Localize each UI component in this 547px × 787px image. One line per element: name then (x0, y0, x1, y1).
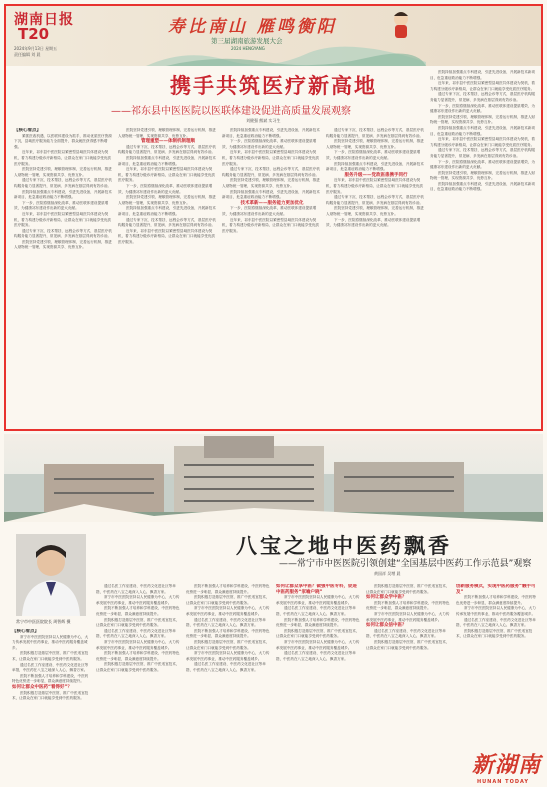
article2-paragraph: 通过名医工作室建设、中医药文化进社区等举措，中医药在八宝之地深入人心，飘香万家。 (96, 584, 176, 594)
article2-paragraph: 通过名医工作室建设、中医药文化进社区等举措，中医药在八宝之地深入人心，飘香万家。 (276, 651, 356, 661)
article2-paragraph: 常宁市中医医院坚持以人民健康为中心，大力传承发展中医药事业，推动中医药服务覆盖城乡。 (96, 595, 180, 605)
article1-lead: 紧抓医改机遇，以医联体建设为抓手，推动优质医疗资源下沉，县域医疗服务能力全面提升，群众就医获得感不断增强。 (14, 133, 112, 149)
banner-small-text: 2024 HENGYANG (231, 46, 265, 51)
article2-paragraph: 医院积极打造基层中医馆，推广中医适宜技术，让群众在家门口就能享受到中医药服务。 (96, 617, 180, 628)
mountain-decoration-icon (146, 44, 426, 66)
article2-paragraph: 常宁市中医医院坚持以人民健康为中心，大力传承发展中医药事业，推动中医药服务覆盖城乡。 (276, 595, 360, 605)
article1-paragraph: 下一步，医院将继续深化改革，推动医联体建设提质增效，为健康祁东建设作出新的更大贡献。 (326, 217, 421, 228)
article2-column-3 (186, 584, 270, 779)
article1-column-2 (118, 128, 218, 426)
article2-paragraph: 通过名医工作室建设、中医药文化进社区等举措，中医药在八宝之地深入人心，飘香万家。 (12, 662, 89, 673)
page-number: T20 (18, 25, 50, 43)
article1-paragraph: 下一步，医院将继续深化改革，推动医联体建设提质增效，为健康祁东建设作出新的更大贡献。 (222, 206, 317, 216)
article2-column-2 (96, 584, 180, 779)
article2-paragraph: 医院不断加强人才培养和学科建设，中医药特色优势进一步彰显，群众满意度持续提升。 (276, 617, 360, 628)
article2-paragraph: 通过名医工作室建设、中医药文化进社区等举措，中医药在八宝之地深入人心，飘香万家。 (456, 617, 536, 628)
article2-paragraph: 通过名医工作室建设、中医药文化进社区等举措，中医药在八宝之地深入人心，飘香万家。 (276, 606, 356, 616)
article2-paragraph: 医院积极打造基层中医馆，推广中医适宜技术，让群众在家门口就能享受到中医药服务。 (366, 584, 450, 594)
article2-paragraph: 通过名医工作室建设、中医药文化进社区等举措，中医药在八宝之地深入人心，飘香万家。 (186, 617, 266, 628)
article2-question-heading: 如何让群众中医药“看得好”？ (12, 684, 72, 690)
article1-paragraph: 通过专家下沉、技术帮扶、远程会诊等方式，基层医疗机构服务能力显著提升，常见病、多发病在基层得到有效诊治。 (326, 128, 424, 138)
article1-paragraph: 医院坚持党建引领，理顺管理体制，完善运行机制，推进人财物统一管理，实现资源共享、优势互补。 (326, 206, 424, 216)
article2-paragraph: 医院不断加强人才培养和学科建设，中医药特色优势进一步彰显，群众满意度持续提升。 (186, 628, 270, 639)
banner-title: 寿比南山 雁鸣衡阳 (168, 17, 337, 37)
top-article-frame (4, 4, 543, 431)
article1-paragraph: 通过专家下沉、技术帮扶、远程会诊等方式，基层医疗机构服务能力显著提升，常见病、多发病在基层得到有效诊治。 (222, 167, 320, 177)
article1-paragraph: 医院坚持党建引领，理顺管理体制，完善运行机制，推进人财物统一管理，实现资源共享、优势互补。 (118, 195, 216, 205)
article2-question-heading: 如何让群众信中医？ (366, 623, 407, 629)
photo-caption: 常宁市中医医院院长 周智辉 摄 (16, 619, 71, 624)
article1-column-5 (430, 70, 536, 426)
article1-paragraph: 医院坚持党建引领，理顺管理体制，完善运行机制，推进人财物统一管理，实现资源共享、优势互补。 (430, 114, 536, 125)
article1-paragraph: 下一步，医院将继续深化改革，推动医联体建设提质增效，为健康祁东建设作出新的更大贡献。 (118, 183, 213, 194)
article1-paragraph: 通过专家下沉、技术帮扶、远程会诊等方式，基层医疗机构服务能力显著提升，常见病、多发病在基层得到有效诊治。 (430, 148, 536, 158)
article1-paragraph: 近年来，祁东县中医医院以紧密型县域医共体建设为契机，着力构建分级诊疗新格局，让群众在家门口就能享受优质医疗服务。 (14, 150, 112, 166)
article1-paragraph: 医院坚持党建引领，理顺管理体制，完善运行机制，推进人财物统一管理，实现资源共享、优势互补。 (14, 239, 112, 250)
dateline: 2024年9月13日 星期五 (14, 46, 58, 51)
article2-paragraph: 医院不断加强人才培养和学科建设，中医药特色优势进一步彰显，群众满意度持续提升。 (366, 600, 450, 611)
article1-paragraph: 医院持续加强重点专科建设，引进先进设备，开展新技术新项目，危急重症救治能力不断增强。 (222, 189, 320, 200)
article1-paragraph: 医院持续加强重点专科建设，引进先进设备，开展新技术新项目，危急重症救治能力不断增强。 (326, 161, 424, 172)
article2-paragraph: 医院不断加强人才培养和学科建设，中医药特色优势进一步彰显，群众满意度持续提升。 (96, 651, 180, 661)
article1-paragraph: 医院持续加强重点专科建设，引进先进设备，开展新技术新项目，危急重症救治能力不断增强。 (430, 181, 536, 192)
article1-paragraph: 近年来，祁东县中医医院以紧密型县域医共体建设为契机，着力构建分级诊疗新格局，让群众在家门口就能享受优质医疗服务。 (118, 167, 216, 183)
article2-headline: 八宝之地中医药飘香 (236, 534, 452, 558)
article2-column-6 (456, 584, 538, 734)
article2-paragraph: 常宁市中医医院坚持以人民健康为中心，大力传承发展中医药事业，推动中医药服务覆盖城乡。 (456, 606, 536, 616)
article1-paragraph: 近年来，祁东县中医医院以紧密型县域医共体建设为契机，着力构建分级诊疗新格局，让群众在家门口就能享受优质医疗服务。 (430, 137, 536, 147)
article2-question-heading: 如何让群众学中医？ (366, 595, 407, 601)
article2-paragraph: 通过名医工作室建设、中医药文化进社区等举措，中医药在八宝之地深入人心，飘香万家。 (96, 628, 176, 639)
article2-subheadline: ——常宁市中医医院引领创建“全国基层中医药工作示范县”观察 (279, 559, 532, 569)
article1-paragraph: 下一步，医院将继续深化改革，推动医联体建设提质增效，为健康祁东建设作出新的更大贡献。 (326, 150, 421, 160)
newspaper-logo: 湖南日报 (14, 12, 74, 28)
article2-question-heading: 如何让群众享中医？做强中医专科，促进中医药服务“家喻户晓” (276, 584, 357, 595)
article2-lead-label: 【核心看点】 (12, 629, 39, 634)
article1-paragraph: 下一步，医院将继续深化改革，推动医联体建设提质增效，为健康祁东建设作出新的更大贡献。 (14, 200, 109, 211)
article1-paragraph: 医院持续加强重点专科建设，引进先进设备，开展新技术新项目，危急重症救治能力不断增强。 (14, 189, 112, 200)
article1-paragraph: 医院持续加强重点专科建设，引进先进设备，开展新技术新项目，危急重症救治能力不断增强。 (118, 155, 216, 166)
article1-paragraph: 医院持续加强重点专科建设，引进先进设备，开展新技术新项目，危急重症救治能力不断增强。 (222, 128, 320, 138)
article2-paragraph: 医院积极打造基层中医馆，推广中医适宜技术，让群众在家门口就能享受到中医药服务。 (186, 639, 270, 650)
article2-paragraph: 医院积极打造基层中医馆，推广中医适宜技术，让群众在家门口就能享受到中医药服务。 (456, 628, 533, 639)
article1-subheadline: ——祁东县中医医院以医联体建设促进高质量发展观察 (111, 106, 351, 117)
article1-paragraph: 医院坚持党建引领，理顺管理体制，完善运行机制，推进人财物统一管理，实现资源共享、优势互补。 (118, 128, 216, 138)
article2-paragraph: 医院积极打造基层中医馆，推广中医适宜技术，让群众在家门口就能享受到中医药服务。 (96, 662, 180, 672)
article1-lead-label: 【核心看点】 (14, 128, 41, 133)
hospital-building-photo (4, 434, 543, 522)
article2-column-1 (12, 629, 90, 779)
article2-question-heading: 创新服务模式，实现中医药服务“触手可及” (456, 584, 536, 595)
article1-paragraph: 医院坚持党建引领，理顺管理体制，完善运行机制，推进人财物统一管理，实现资源共享、优势互补。 (430, 170, 536, 181)
article1-paragraph: 通过专家下沉、技术帮扶、远程会诊等方式，基层医疗机构服务能力显著提升，常见病、多发病在基层得到有效诊治。 (14, 228, 112, 239)
article2-paragraph: 常宁市中医医院坚持以人民健康为中心，大力传承发展中医药事业，推动中医药服务覆盖城乡。 (186, 651, 270, 661)
article2-paragraph: 医院不断加强人才培养和学科建设，中医药特色优势进一步彰显，群众满意度持续提升。 (96, 606, 180, 616)
article1-headline: 携手共筑医疗新高地 (170, 74, 377, 98)
article1-paragraph: 通过专家下沉、技术帮扶、远程会诊等方式，基层医疗机构服务能力显著提升，常见病、多发病在基层得到有效诊治。 (14, 178, 112, 188)
article2-paragraph: 通过名医工作室建设、中医药文化进社区等举措，中医药在八宝之地深入人心，飘香万家。 (366, 628, 446, 639)
article1-paragraph: 近年来，祁东县中医医院以紧密型县域医共体建设为契机，着力构建分级诊疗新格局，让群众在家门口就能享受优质医疗服务。 (14, 211, 112, 228)
article1-section-heading: 管理重塑——体制机制理顺 (141, 139, 195, 145)
article1-column-1 (14, 128, 114, 426)
article1-paragraph: 下一步，医院将继续深化改革，推动医联体建设提质增效，为健康祁东建设作出新的更大贡献。 (222, 139, 317, 149)
article2-paragraph: 常宁市中医医院坚持以人民健康为中心，大力传承发展中医药事业，推动中医药服务覆盖城乡。 (186, 606, 270, 616)
article1-paragraph: 近年来，祁东县中医医院以紧密型县域医共体建设为契机，着力构建分级诊疗新格局，让群众在家门口就能享受优质医疗服务。 (222, 150, 320, 166)
article1-paragraph: 下一步，医院将继续深化改革，推动医联体建设提质增效，为健康祁东建设作出新的更大贡献。 (430, 159, 536, 170)
bottom-article (4, 434, 543, 784)
article1-paragraph: 近年来，祁东县中医医院以紧密型县域医共体建设为契机，着力构建分级诊疗新格局，让群众在家门口就能享受优质医疗服务。 (118, 228, 216, 244)
article1-byline: 刘健强 熊斌 实习生 (246, 118, 281, 123)
article1-paragraph: 通过专家下沉、技术帮扶、远程会诊等方式，基层医疗机构服务能力显著提升，常见病、多发病在基层得到有效诊治。 (118, 217, 216, 228)
article1-paragraph: 医院坚持党建引领，理顺管理体制，完善运行机制，推进人财物统一管理，实现资源共享、优势互补。 (326, 139, 424, 149)
article2-paragraph: 常宁市中医医院坚持以人民健康为中心，大力传承发展中医药事业，推动中医药服务覆盖城乡。 (276, 639, 360, 650)
article1-paragraph: 医院持续加强重点专科建设，引进先进设备，开展新技术新项目，危急重症救治能力不断增强。 (430, 125, 536, 136)
article2-byline: 黄国祥 吴增 晨 (374, 571, 401, 576)
editor-line: 责任编辑 刘 晨 (14, 52, 41, 57)
article2-column-5 (366, 584, 450, 779)
article1-paragraph: 医院持续加强重点专科建设，引进先进设备，开展新技术新项目，危急重症救治能力不断增强。 (430, 70, 536, 80)
article2-paragraph: 医院积极打造基层中医馆，推广中医适宜技术，让群众在家门口就能享受到中医药服务。 (12, 690, 89, 701)
article2-paragraph: 常宁市中医医院坚持以人民健康为中心，大力传承发展中医药事业，推动中医药服务覆盖城乡。 (96, 639, 180, 650)
brand-watermark-en: HUNAN TODAY (476, 779, 529, 785)
article2-paragraph: 医院积极打造基层中医馆，推广中医适宜技术，让群众在家门口就能享受到中医药服务。 (186, 595, 270, 605)
article2-paragraph: 医院不断加强人才培养和学科建设，中医药特色优势进一步彰显，群众满意度持续提升。 (456, 595, 536, 605)
article2-paragraph: 通过名医工作室建设、中医药文化进社区等举措，中医药在八宝之地深入人心，飘香万家。 (186, 662, 266, 672)
article1-paragraph: 近年来，祁东县中医医院以紧密型县域医共体建设为契机，着力构建分级诊疗新格局，让群众在家门口就能享受优质医疗服务。 (326, 178, 424, 194)
brand-watermark: 新湖南 (471, 752, 541, 778)
article2-column-4 (276, 584, 360, 779)
article1-paragraph: 下一步，医院将继续深化改革，推动医联体建设提质增效，为健康祁东建设作出新的更大贡献。 (430, 103, 536, 114)
article2-paragraph: 医院积极打造基层中医馆，推广中医适宜技术，让群众在家门口就能享受到中医药服务。 (12, 651, 89, 661)
article1-paragraph: 医院坚持党建引领，理顺管理体制，完善运行机制，推进人财物统一管理，实现资源共享、优势互补。 (222, 178, 320, 188)
article1-paragraph: 近年来，祁东县中医医院以紧密型县域医共体建设为契机，着力构建分级诊疗新格局，让群众在家门口就能享受优质医疗服务。 (430, 81, 536, 91)
director-portrait (16, 534, 86, 616)
article1-section-heading: 服务升级——党政医患携手同行 (344, 172, 408, 178)
article2-paragraph: 常宁市中医医院坚持以人民健康为中心，大力传承发展中医药事业，推动中医药服务覆盖城乡。 (366, 611, 450, 622)
article1-column-4 (326, 128, 426, 426)
masthead (6, 6, 541, 66)
article2-paragraph: 医院不断加强人才培养和学科建设，中医药特色优势进一步彰显，群众满意度持续提升。 (12, 673, 89, 684)
article1-paragraph: 医院坚持党建引领，理顺管理体制，完善运行机制，推进人财物统一管理，实现资源共享、优势互补。 (14, 167, 112, 177)
article1-section-heading: 技术革新——服务能力更加优化 (240, 200, 304, 206)
article1-paragraph: 通过专家下沉、技术帮扶、远程会诊等方式，基层医疗机构服务能力显著提升，常见病、多发病在基层得到有效诊治。 (326, 195, 424, 205)
article1-paragraph: 通过专家下沉、技术帮扶、远程会诊等方式，基层医疗机构服务能力显著提升，常见病、多发病在基层得到有效诊治。 (430, 92, 536, 102)
article1-paragraph: 医院持续加强重点专科建设，引进先进设备，开展新技术新项目，危急重症救治能力不断增强。 (118, 206, 216, 216)
article2-paragraph: 常宁市中医医院坚持以人民健康为中心，大力传承发展中医药事业，推动中医药服务覆盖城乡。 (12, 634, 89, 650)
article1-paragraph: 通过专家下沉、技术帮扶、远程会诊等方式，基层医疗机构服务能力显著提升，常见病、多发病在基层得到有效诊治。 (118, 144, 216, 155)
article2-paragraph: 医院积极打造基层中医馆，推广中医适宜技术，让群众在家门口就能享受到中医药服务。 (276, 628, 360, 639)
banner-subtitle: 第三届湖南旅游发展大会 (211, 37, 283, 45)
article2-paragraph: 医院积极打造基层中医馆，推广中医适宜技术，让群众在家门口就能享受到中医药服务。 (366, 639, 450, 650)
article1-paragraph: 近年来，祁东县中医医院以紧密型县域医共体建设为契机，着力构建分级诊疗新格局，让群众在家门口就能享受优质医疗服务。 (222, 217, 320, 233)
article2-paragraph: 医院不断加强人才培养和学科建设，中医药特色优势进一步彰显，群众满意度持续提升。 (186, 584, 270, 594)
mascot-icon (388, 10, 414, 40)
article1-column-3 (222, 128, 322, 426)
